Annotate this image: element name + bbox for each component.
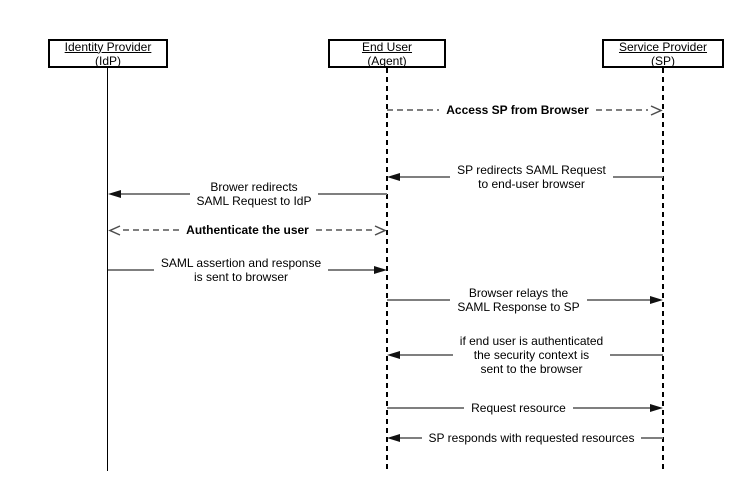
message-line [387, 299, 450, 301]
sequence-message-6 [387, 286, 663, 314]
actor-subname: (Agent) [367, 53, 407, 68]
actor-box-end_user [328, 39, 446, 68]
filled-arrowhead-right-icon [650, 296, 663, 304]
sequence-message-3 [108, 180, 387, 208]
message-label: Authenticate the user [186, 223, 309, 237]
actor-name: End User [361, 39, 413, 54]
message-line [400, 176, 450, 178]
message-line [121, 193, 190, 195]
sequence-message-9 [387, 431, 663, 445]
message-label: SAML assertion and response is sent to browser [160, 256, 322, 284]
message-label: if end user is authenticated the security context is sent to the browser [459, 334, 604, 376]
message-line [387, 109, 439, 111]
message-line [613, 176, 663, 178]
message-label: Access SP from Browser [446, 103, 589, 117]
message-line [316, 229, 372, 231]
sequence-message-8 [387, 401, 663, 415]
message-line [587, 299, 650, 301]
filled-arrowhead-left-icon [387, 173, 400, 181]
message-line [610, 354, 663, 356]
message-line [641, 437, 663, 439]
message-line [108, 269, 154, 271]
message-line [596, 109, 648, 111]
open-arrowhead-right-icon [372, 224, 387, 237]
open-arrowhead-left-icon [108, 224, 123, 237]
actor-box-idp [48, 39, 168, 68]
filled-arrowhead-right-icon [650, 404, 663, 412]
message-line [123, 229, 179, 231]
sequence-message-4 [108, 223, 387, 237]
actor-subname: (SP) [651, 53, 675, 68]
sequence-message-5 [108, 256, 387, 284]
filled-arrowhead-left-icon [387, 434, 400, 442]
actor-subname: (IdP) [94, 53, 121, 68]
actor-name: Service Provider [618, 39, 708, 54]
message-line [400, 437, 422, 439]
filled-arrowhead-left-icon [108, 190, 121, 198]
actor-box-sp [602, 39, 724, 68]
sequence-message-1 [387, 103, 663, 117]
message-line [573, 407, 650, 409]
message-line [387, 407, 464, 409]
sequence-message-7 [387, 334, 663, 376]
filled-arrowhead-left-icon [387, 351, 400, 359]
filled-arrowhead-right-icon [374, 266, 387, 274]
message-label: SP redirects SAML Request to end-user browser [457, 163, 606, 191]
actor-name: Identity Provider [64, 39, 152, 54]
open-arrowhead-right-icon [648, 104, 663, 117]
message-label: Browser relays the SAML Response to SP [457, 286, 580, 314]
message-line [400, 354, 453, 356]
sequence-message-2 [387, 163, 663, 191]
message-line [318, 193, 387, 195]
message-line [328, 269, 374, 271]
message-label: Brower redirects SAML Request to IdP [196, 180, 312, 208]
message-label: SP responds with requested resources [428, 431, 635, 445]
message-label: Request resource [471, 401, 566, 415]
